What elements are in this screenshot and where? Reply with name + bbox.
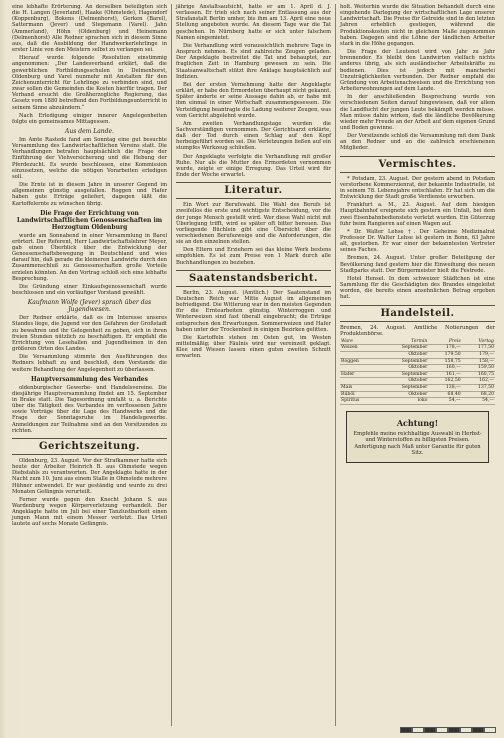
table-row <box>340 365 495 372</box>
paragraph: Bremen, 24. August. Unter großer Beteiligung der Bevölkerung fand gestern hier die Einweihung des neuen Stadtparks statt. Der Bürgermeister hielt die Festrede. <box>340 255 495 274</box>
table-row <box>340 345 495 352</box>
table-cell: 179,— <box>462 352 495 359</box>
table-cell: Hafer <box>340 371 378 378</box>
table-cell: September <box>378 385 429 392</box>
color-calibration-bar <box>400 727 496 733</box>
paragraph: Hotel Hensel. In dem schweizer Städtchen ist eine Sammlung für die Geschädigten des Brandes eingeleitet worden, die bereits einen ansehnlichen Betrag ergeben hat. <box>340 275 495 301</box>
section-heading-literatur: Literatur. <box>176 182 331 199</box>
advertisement-text: Empfehle meine reichhaltige Auswahl in Herbst- und Winterstoffen zu billigsten Preisen. Anfertigung nach Maß unter Garantie für guten Sitz. <box>353 430 482 457</box>
table-cell: Rüböl <box>340 391 378 398</box>
paragraph: Der Redner erklärte, daß es im Interesse unseres Standes liege, die Jugend vor den Gefahren der Großstadt zu bewahren und ihr Gelegenheit zu geben, sich in ihren freien Stunden nützlich zu beschäftigen. Er empfahl die Errichtung von Lesehallen und Jugendheimen in den größeren Orten des Landes. <box>12 315 167 353</box>
paragraph: Bei der ersten Vernehmung hatte der Angeklagte erklärt, er habe den Ermordeten überhaupt nicht gekannt. Später änderte er seine Aussage dahin ab, er habe mit ihm einmal in einer Wirtschaft zusammengesessen. Die Verteidigung beantragte die Ladung weiterer Zeugen, was vom Gericht abgelehnt wurde. <box>176 81 331 119</box>
table-cell <box>340 352 378 359</box>
table-cell <box>340 378 378 385</box>
table-cell: September <box>378 345 429 352</box>
table-header-cell: Vortag <box>462 339 495 345</box>
subheading: Kaufmann Wolfe (Jever) sprach über das Jugendwesen. <box>27 299 152 314</box>
table-cell: 159,50 <box>462 365 495 372</box>
paragraph: Am zweiten Verhandlungstage wurden die Sachverständigen vernommen. Der Gerichtsarzt erklärte, daß der Tod durch einen Schlag auf den Kopf herbeigeführt worden sei. Die Verletzungen ließen auf ein stumpfes Werkzeug schließen. <box>176 120 331 152</box>
scan-color-scale <box>0 722 504 738</box>
table-cell: 160,— <box>428 365 461 372</box>
section-heading-saatenstandsbericht: Saatenstandsbericht. <box>176 270 331 287</box>
paragraph: wurde am Sonnabend in einer Versammlung in Barel erörtert. Der Referent, Herr Landwirtschaftslehrer Meyer, gab einen Überblick über die Entwicklung der Genossenschaftsbewegung in Deutschland und wies darauf hin, daß gerade die kleineren Landwirte durch den Zusammenschluß zu Genossenschaften große Vorteile erzielen könnten. An den Vortrag schloß sich eine lebhafte Besprechung. <box>12 232 167 282</box>
table-cell: 162,— <box>462 378 495 385</box>
advertisement-title: Achtung! <box>396 417 439 428</box>
table-cell: 158,75 <box>428 358 461 365</box>
paragraph: Der Angeklagte verfolgte die Verhandlung mit großer Ruhe. Nur als die Mutter des Ermordeten vernommen wurde, zeigte er einige Erregung. Das Urteil wird für Ende der Woche erwartet. <box>176 153 331 179</box>
paragraph: Oldenburg, 23. August. Vor der Strafkammer hatte sich heute der Arbeiter Heinrich B. aus Ohmstede wegen Diebstahls zu verantworten. Der Angeklagte hatte in der Nacht zum 10. Juni aus einem Stalle in Ohmstede mehrere Hühner entwendet. Er war geständig und wurde zu drei Monaten Gefängnis verurteilt. <box>12 457 167 495</box>
paragraph: Im Amte Rastede fand am Sonntag eine gut besuchte Versammlung des Landwirtschaftlichen Vereins statt. Die Verhandlungen betrafen hauptsächlich die Frage der Einführung der Viehversicherung und die Hebung der Pferdezucht. Es wurde beschlossen, eine Kommission einzusetzen, welche die nötigen Vorarbeiten erledigen soll. <box>12 136 167 180</box>
table-cell: 68,20 <box>462 391 495 398</box>
table-cell: 54,— <box>462 398 495 405</box>
table-row <box>340 352 495 359</box>
table-cell: 138,— <box>428 385 461 392</box>
table-header-cell: Termin <box>378 339 429 345</box>
subheading: Die Frage der Errichtung von Landwirtschaftlichen Genossenschaften im Herzogtum Oldenburg <box>16 209 163 231</box>
paragraph: Die Verhandlung wird voraussichtlich mehrere Tage in Anspruch nehmen. Es sind zahlreiche Zeugen geladen. Der Angeklagte bestreitet die Tat und behauptet, zur fraglichen Zeit in Hamburg gewesen zu sein. Die Staatsanwaltschaft stützt ihre Anklage hauptsächlich auf Indizien. <box>176 42 331 80</box>
column-container <box>8 4 499 726</box>
table-cell: Spiritus <box>340 398 378 405</box>
column-1 <box>8 4 171 726</box>
paragraph: Die Kartoffeln stehen im Osten gut, im Westen mittelmäßig; über Fäulnis wird nur vereinzelt geklagt. Klee und Wiesen lassen einen guten zweiten Schnitt erwarten. <box>176 334 331 360</box>
table-cell: Roggen <box>340 358 378 365</box>
paragraph: * Potsdam, 23. August. Der gestern abend in Potsdam verstorbene Kommerzienrat, der bekannte Industrielle, ist in seinem 78. Lebensjahre entschlafen. Er hat sich um die Entwicklung der Stadt große Verdienste erworben. <box>340 175 495 201</box>
subheading: Aus dem Lande. <box>65 127 114 135</box>
paragraph: Ein Wort zur Berufswahl. Die Wahl des Berufs ist zweifellos die erste und wichtigste Entscheidung, vor die der junge Mensch gestellt wird. Wer diese Wahl nicht mit Überlegung trifft, wird es später oft bitter bereuen. Das vorliegende Büchlein gibt eine Übersicht über die verschiedenen Berufszweige und die Anforderungen, die sie an den einzelnen stellen. <box>176 202 331 246</box>
paragraph: Nach Erledigung einiger innerer Angelegenheiten folgte ein gemeinsames Mittagessen. <box>12 112 167 125</box>
paragraph: holt. Weiterhin wurde die Situation behandelt durch eine eingehende Darlegung der wirtschaftlichen Lage unserer Landwirtschaft. Die Preise für Getreide sind in den letzten Jahren erheblich gestiegen, während die Produktionskosten nicht in gleichem Maße zugenommen haben. Dagegen sind die Löhne der ländlichen Arbeiter stark in die Höhe gegangen. <box>340 4 495 47</box>
paragraph: Die Frage der Leutenot wird von Jahr zu Jahr brennender. Es bleibt den Landwirten vielfach nichts anderes übrig, als sich ausländischer Arbeitskräfte zu bedienen. Dies ist jedoch mit mancherlei Unzuträglichkeiten verbunden. Der Redner empfahl die Gründung von Arbeitsnachweisen und die Errichtung von Arbeiterwohnungen auf dem Lande. <box>340 49 495 93</box>
paragraph: eine lebhafte Erörterung. An derselben beteiligten sich die H. Langen (Jeverland), Haake (Ohmstede), Hagendorf (Koppenburg), Bokens (Delmenhorst), Gerken (Barel), Sattermann (Jever) und Stegemann (Varel). Jahn (Ammerland), Höhn (Oldenburg) und Heinemann (Delmenhorst) Alle Redner sprachen sich in diesem Sinne aus, daß die Ausbildung der Handwerkerlehrlinge in erster Linie von den Meistern selbst zu verlangen sei. <box>12 4 167 54</box>
table-row <box>340 391 495 398</box>
table-row <box>340 371 495 378</box>
column-3 <box>335 4 499 726</box>
paragraph: Den Eltern und Erziehern sei das kleine Werk bestens empfohlen. Es ist zum Preise von 1 Mark durch alle Buchhandlungen zu beziehen. <box>176 247 331 266</box>
table-cell: 179,50 <box>428 352 461 359</box>
paragraph: Die Gründung einer Einkaufsgenossenschaft wurde beschlossen und ein vorläufiger Vorstand gewählt. <box>12 283 167 297</box>
paragraph: In der anschließenden Besprechung wurde von verschiedenen Seiten darauf hingewiesen, daß vor allem die Landflucht der jungen Leute bekämpft werden müsse. Man müsse dahin wirken, daß die ländliche Bevölkerung wieder mehr Freude an der Arbeit auf dem eigenen Grund und Boden gewinne. <box>340 94 495 131</box>
table-header-cell: Ware <box>340 339 378 345</box>
paragraph: jährige Anstaltsaufsicht, hatte er am 1. April d. J. verlassen. Er trieb sich nach seiner Entlassung aus der Strafanstalt Berlin umher, bis ihm am 13. April eine neue Stellung angeboten wurde. An diesem Tage war die Tat geschehen. In Nürnberg hatte er sich unter falschem Namen eingemietet. <box>176 4 331 41</box>
paragraph: Berlin, 23. August. (Amtlich.) Der Saatenstand im Deutschen Reich war Mitte August im allgemeinen befriedigend. Die Witterung war in den meisten Gegenden für die Erntearbeiten günstig. Winterroggen und Winterweizen sind fast überall eingebracht; die Erträge entsprechen den Erwartungen. Sommerweizen und Hafer haben unter der Trockenheit in einigen Bezirken gelitten. <box>176 289 331 333</box>
table-cell: 137,50 <box>462 385 495 392</box>
table-cell: 160,75 <box>462 371 495 378</box>
table-cell <box>340 365 378 372</box>
section-heading-handelsteil: Handelsteil. <box>340 305 495 322</box>
table-row <box>340 385 495 392</box>
advertisement-box <box>346 411 489 464</box>
table-cell: 162,50 <box>428 378 461 385</box>
table-cell: 158,— <box>462 358 495 365</box>
subheading: Hauptversammlung des Verbandes <box>31 375 148 383</box>
table-cell: September <box>378 371 429 378</box>
market-prices-table <box>340 339 495 405</box>
table-cell: loko <box>378 398 429 405</box>
table-cell: 54,— <box>428 398 461 405</box>
table-cell: 178,— <box>428 345 461 352</box>
table-row <box>340 378 495 385</box>
market-report-heading: Bremen, 24. August. Amtliche Notierungen der Produktenbörse. <box>340 324 495 337</box>
paragraph: Hierauf wurde folgende Resolution einstimmig angenommen: „Der Landesverband erklärt, daß die gewerblichen Fortbildungsschulen in Delmenhorst, Oldenburg und Varel nunmehr mit Anstalten für den Zeichenunterricht für Lehrlinge zu verbinden sind, und zwar sollen die Gemeinden die Kosten hierfür tragen. Der Verband ersucht die Großherzogliche Regierung, das Gesetz vom 1880 betreffend den Fortbildungsunterricht in seinem Sinne abzuändern.“ <box>12 55 167 111</box>
section-heading-vermischtes: Vermischtes. <box>340 156 495 173</box>
table-cell: Oktober <box>378 365 429 372</box>
paragraph: * Dr. Walter Lehse †. Der Geheime Medizinalrat Professor Dr. Walter Lehse ist gestern in Bonn, 63 Jahre alt, gestorben. Er war einer der bekanntesten Vertreter seines Faches. <box>340 228 495 254</box>
table-cell: Oktober <box>378 352 429 359</box>
table-cell: 68,40 <box>428 391 461 398</box>
table-cell: 177,50 <box>462 345 495 352</box>
paragraph: Frankfurt a. M., 23. August. Auf dem hiesigen Hauptbahnhof ereignete sich gestern ein Unfall, bei dem zwei Eisenbahnbedienstete verletzt wurden. Ein Güterzug fuhr beim Rangieren auf einen Wagen auf. <box>340 202 495 227</box>
table-row <box>340 398 495 405</box>
table-cell: Oktober <box>378 391 429 398</box>
paragraph: Der Vorsitzende schloß die Versammlung mit dem Dank an den Redner und an die zahlreich erschienenen Mitglieder. <box>340 133 495 152</box>
table-cell: 161,— <box>428 371 461 378</box>
paragraph: Ferner wurde gegen den Knecht Johann S. aus Wardenburg wegen Körperverletzung verhandelt. Der Angeklagte hatte im Juli bei einer Tanzlustbarkeit einen jungen Mann mit einem Messer verletzt. Das Urteil lautete auf sechs Monate Gefängnis. <box>12 496 167 528</box>
table-cell: September <box>378 358 429 365</box>
table-cell: Weizen <box>340 345 378 352</box>
paragraph: oldenburgischer Gewerbe- und Handelsvereine. Die diesjährige Hauptversammlung findet am 15. September in Brake statt. Die Tagesordnung umfaßt u. a. Berichte über die Tätigkeit des Verbandes im verflossenen Jahre sowie Vorträge über die Lage des Handwerks und die Frage der Sonntagsruhe im Handelsgewerbe. Anmeldungen zur Teilnahme sind an den Vorsitzenden zu richten. <box>12 384 167 434</box>
section-heading-gerichtszeitung: Gerichtszeitung. <box>12 438 167 455</box>
paragraph: Die Ernte ist in diesem Jahre in unserer Gegend im allgemeinen günstig ausgefallen. Roggen und Hafer haben gute Erträge geliefert, dagegen läßt die Kartoffelernte zu wünschen übrig. <box>12 182 167 207</box>
table-cell: Oktober <box>378 378 429 385</box>
column-2 <box>171 4 335 726</box>
table-header-cell: Preis <box>428 339 461 345</box>
table-cell: Mais <box>340 385 378 392</box>
paragraph: Die Versammlung stimmte den Ausführungen des Redners lebhaft zu und beschloß, dem Vorstande die weitere Behandlung der Angelegenheit zu überlassen. <box>12 354 167 373</box>
table-row <box>340 358 495 365</box>
